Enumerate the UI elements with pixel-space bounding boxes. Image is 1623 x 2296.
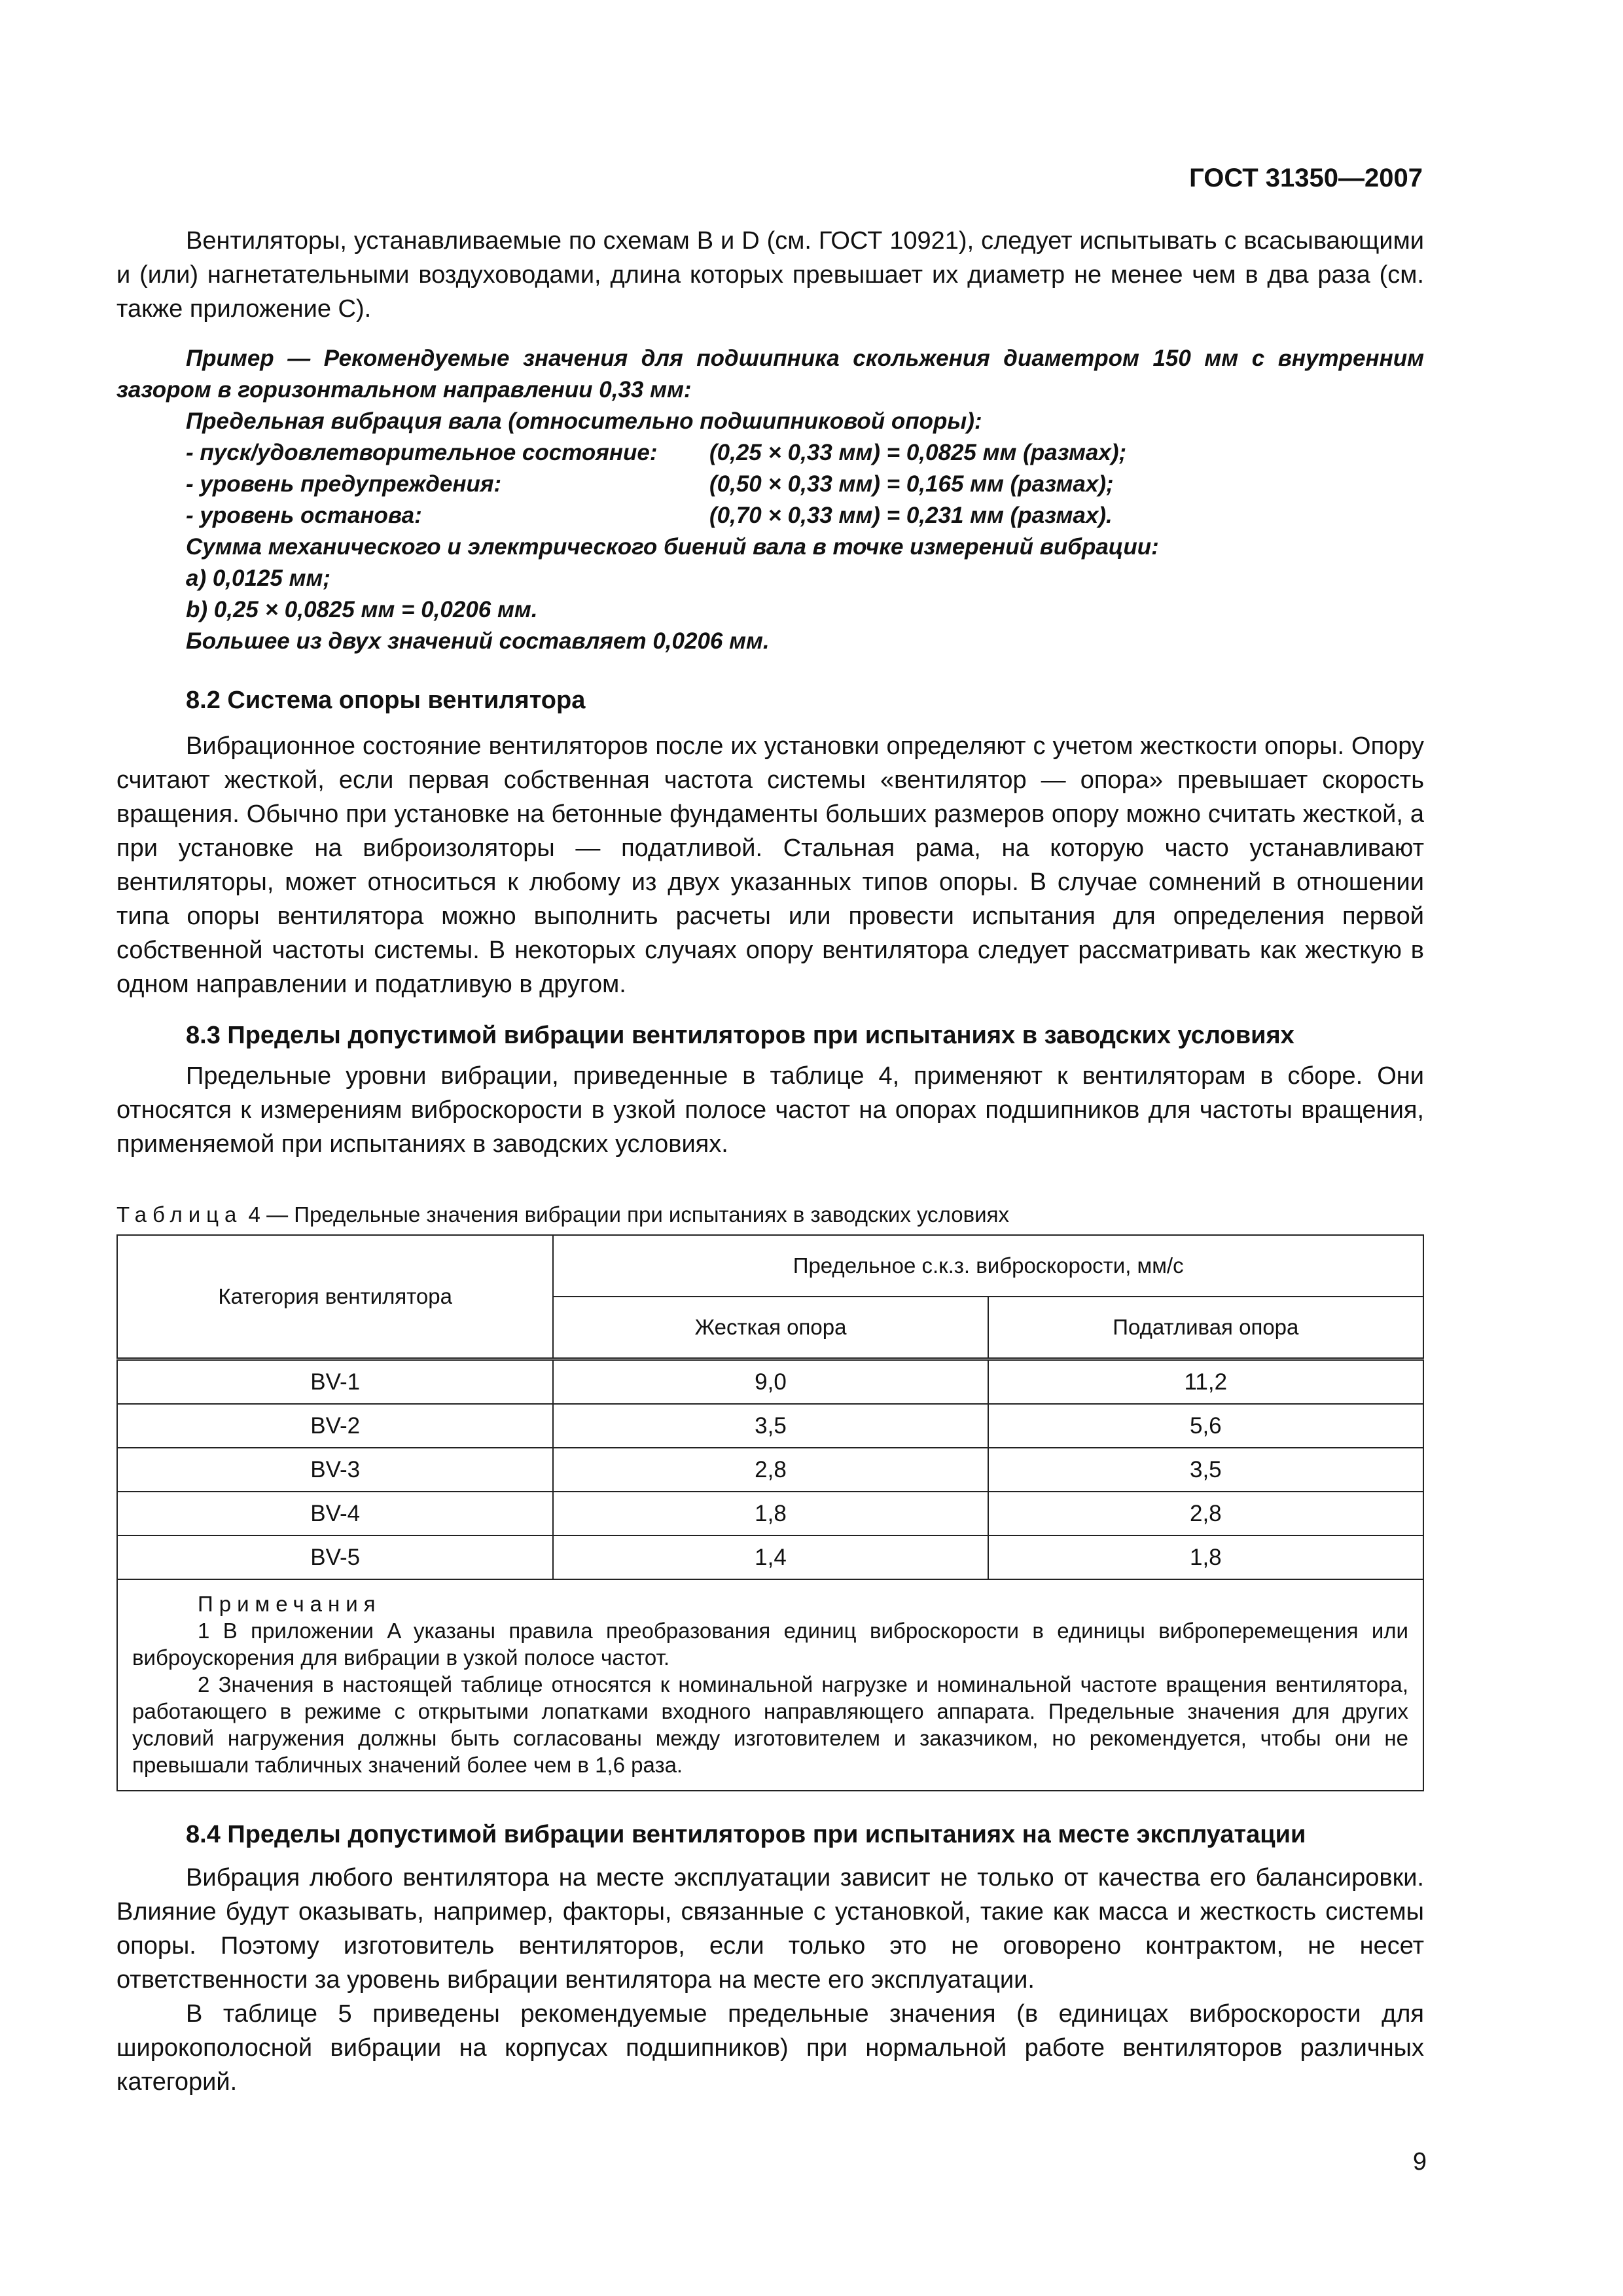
example-conclusion: Большее из двух значений составляет 0,0206 мм. <box>186 628 770 654</box>
example-row-value: (0,50 × 0,33 мм) = 0,165 мм (размах); <box>709 471 1114 497</box>
table-notes <box>117 1579 1423 1791</box>
cell-category: BV-4 <box>117 1492 553 1535</box>
section-8-3-heading: 8.3 Пределы допустимой вибрации вентиляторов при испытаниях в заводских условиях <box>186 1022 1294 1049</box>
cell-rigid: 3,5 <box>553 1404 988 1448</box>
section-8-2-heading: 8.2 Система опоры вентилятора <box>186 687 586 714</box>
table-4-caption <box>116 1200 1424 1229</box>
example-runout-sum: Сумма механического и электрического биений вала в точке измерений вибрации: <box>186 534 1159 560</box>
notes-title: Примечания <box>198 1592 382 1616</box>
example-row-value: (0,70 × 0,33 мм) = 0,231 мм (размах). <box>709 503 1113 528</box>
cell-category: BV-3 <box>117 1448 553 1492</box>
cell-category: BV-1 <box>117 1359 553 1405</box>
cell-flexible: 5,6 <box>988 1404 1423 1448</box>
table-row <box>117 1404 1423 1448</box>
example-block <box>116 343 1424 657</box>
example-row-warning <box>116 469 1424 500</box>
intro-paragraph: Вентиляторы, устанавливаемые по схемам B и D (см. ГОСТ 10921), следует испытывать с всасывающими и (или) нагнетательными воздуховодами, длина которых превышает их диаметр не менее чем в два раза (см. также приложение C). <box>116 227 1424 323</box>
example-row-label: - уровень предупреждения: <box>186 471 502 497</box>
table-row <box>117 1359 1423 1405</box>
cell-rigid: 1,8 <box>553 1492 988 1535</box>
example-intro: Пример — Рекомендуемые значения для подшипника скольжения диаметром 150 мм с внутренним зазором в горизонтальном направлении 0,33 мм: <box>116 346 1424 403</box>
note-1: 1 В приложении A указаны правила преобразования единиц виброскорости в единицы виброперемещения или виброускорения для вибрации в узкой полосе частот. <box>132 1619 1408 1670</box>
cell-rigid: 2,8 <box>553 1448 988 1492</box>
example-row-start <box>116 437 1424 469</box>
table-row <box>117 1448 1423 1492</box>
table-row <box>117 1535 1423 1579</box>
cell-flexible: 2,8 <box>988 1492 1423 1535</box>
section-8-3-text: Предельные уровни вибрации, приведенные в таблице 4, применяют к вентиляторам в сборе. Они относятся к измерениям виброскорости в узкой полосе частот на опорах подшипников для частоты вращения, применяемой при испытаниях в заводских условиях. <box>116 1062 1424 1158</box>
cell-flexible: 3,5 <box>988 1448 1423 1492</box>
example-row-label: - пуск/удовлетворительное состояние: <box>186 440 658 465</box>
cell-flexible: 11,2 <box>988 1359 1423 1405</box>
cell-flexible: 1,8 <box>988 1535 1423 1579</box>
cell-rigid: 9,0 <box>553 1359 988 1405</box>
example-shaft-vibration: Предельная вибрация вала (относительно подшипниковой опоры): <box>186 408 982 434</box>
page-number: 9 <box>1412 2148 1427 2176</box>
table-caption-word: Таблица <box>116 1202 243 1227</box>
table-caption-title: 4 — Предельные значения вибрации при испытаниях в заводских условиях <box>242 1202 1009 1227</box>
example-item-a: a) 0,0125 мм; <box>186 565 331 591</box>
table-header-row <box>117 1235 1423 1297</box>
section-8-2-text: Вибрационное состояние вентиляторов после их установки определяют с учетом жесткости опоры. Опору считают жесткой, если первая собственная частота системы «вентилятор — опора» превышает скорость вращения. Обычно при установке на бетонные фундаменты больших размеров опору можно считать жесткой, а при установке на виброизоляторы — податливой. Стальная рама, на которую часто устанавливают вентиляторы, может относиться к любому из двух указанных типов опоры. В случае сомнений в отношении типа опоры вентилятора можно выполнить расчеты или провести испытания для определения первой собственной частоты системы. В некоторых случаях опору вентилятора следует рассматривать как жесткую в одном направлении и податливую в другом. <box>116 732 1424 998</box>
note-2: 2 Значения в настоящей таблице относятся к номинальной нагрузке и номинальной частоте вращения вентилятора, работающего в режиме с открытыми лопатками входного направляющего аппарата. Предельные значения для других условий нагружения должны быть согласованы между изготовителем и заказчиком, но рекомендуется, чтобы они не превышали табличных значений более чем в 1,6 раза. <box>132 1672 1408 1777</box>
table-notes-row <box>117 1579 1423 1791</box>
cell-rigid: 1,4 <box>553 1535 988 1579</box>
header-rigid-support: Жесткая опора <box>553 1297 988 1359</box>
standard-code: ГОСТ 31350—2007 <box>1189 164 1423 192</box>
table-row <box>117 1492 1423 1535</box>
cell-category: BV-2 <box>117 1404 553 1448</box>
page-content <box>116 224 1424 2099</box>
section-8-4-para-2: В таблице 5 приведены рекомендуемые предельные значения (в единицах виброскорости для широкополосной вибрации на корпусах подшипников) при нормальной работе вентиляторов различных категорий. <box>116 2000 1424 2096</box>
header-flexible-support: Податливая опора <box>988 1297 1423 1359</box>
cell-category: BV-5 <box>117 1535 553 1579</box>
section-8-4-para-1: Вибрация любого вентилятора на месте эксплуатации зависит не только от качества его балансировки. Влияние будут оказывать, например, факторы, связанные с установкой, такие как масса и жесткость системы опоры. Поэтому изготовитель вентиляторов, если только это не оговорено контрактом, не несет ответственности за уровень вибрации вентилятора на месте его эксплуатации. <box>116 1864 1424 1994</box>
vibration-limits-table <box>116 1234 1424 1791</box>
example-row-label: - уровень останова: <box>186 503 422 528</box>
header-velocity-limit: Предельное с.к.з. виброскорости, мм/с <box>553 1235 1423 1297</box>
header-fan-category: Категория вентилятора <box>117 1235 553 1359</box>
example-row-stop <box>116 500 1424 531</box>
example-row-value: (0,25 × 0,33 мм) = 0,0825 мм (размах); <box>709 440 1127 465</box>
example-item-b: b) 0,25 × 0,0825 мм = 0,0206 мм. <box>186 597 538 622</box>
section-8-4-heading: 8.4 Пределы допустимой вибрации вентиляторов при испытаниях на месте эксплуатации <box>186 1821 1306 1848</box>
